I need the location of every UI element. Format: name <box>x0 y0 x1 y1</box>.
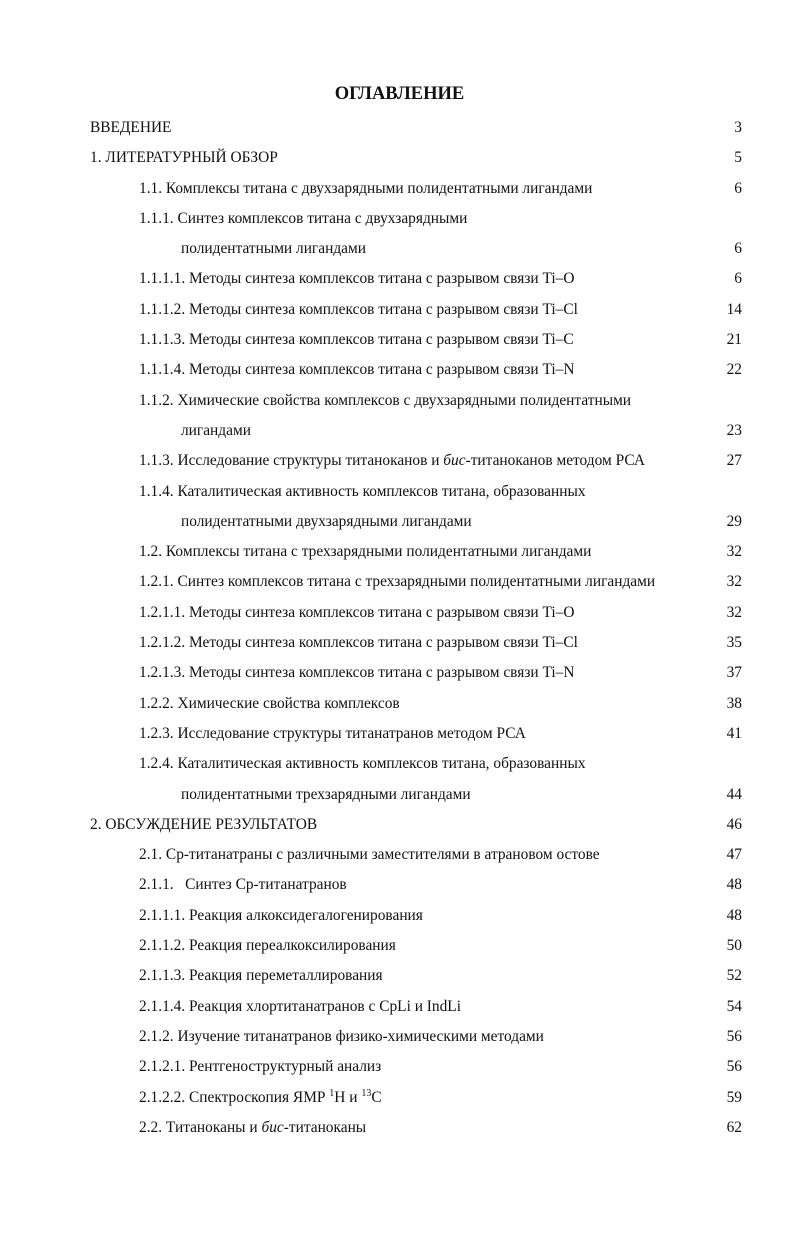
toc-entry <box>0 389 799 450</box>
toc-entry-text: 1.1.1.3. Методы синтеза комплексов титана с разрывом связи Ti–C <box>139 331 574 349</box>
toc-entry-page: 56 <box>726 1027 742 1045</box>
toc-entry-page: 29 <box>726 512 742 530</box>
toc-entry-line1: 1.1.4. Каталитическая активность комплексов титана, образованных <box>139 482 586 500</box>
toc-entry <box>0 267 799 297</box>
toc-entry <box>0 358 799 388</box>
toc-entry-text <box>139 207 467 261</box>
toc-entry-italic: бис <box>261 1118 284 1136</box>
toc-entry <box>0 752 799 813</box>
toc-entry-line2: полидентатными лигандами <box>181 240 366 258</box>
toc-entry <box>0 904 799 934</box>
toc-entry-text: 1.2.1.1. Методы синтеза комплексов титана с разрывом связи Ti–O <box>139 603 575 621</box>
toc-entry-text: 1.2.1.2. Методы синтеза комплексов титана с разрывом связи Ti–Cl <box>139 634 578 652</box>
toc-entry <box>0 298 799 328</box>
toc-entry-text: 2.1.1.4. Реакция хлортитанатранов с CpLi и IndLi <box>139 997 461 1015</box>
toc-entry-page: 6 <box>734 179 742 197</box>
toc-entry-text: 1.1. Комплексы титана с двухзарядными полидентатными лигандами <box>139 179 593 197</box>
toc-entry-line1: 1.1.1. Синтез комплексов титана с двухзарядными <box>139 209 468 227</box>
toc-entry-page: 56 <box>726 1058 742 1076</box>
toc-entry-page: 3 <box>734 119 742 136</box>
toc-entry-text: 1. ЛИТЕРАТУРНЫЙ ОБЗОР <box>90 149 278 167</box>
toc-entry-text: 2.1. Cp-титанатраны с различными заместителями в атрановом остове <box>139 846 600 864</box>
toc-entry-text-part: H и <box>334 1088 362 1106</box>
toc-entry-line1: 1.2.4. Каталитическая активность комплексов титана, образованных <box>139 755 586 773</box>
toc-entry-line2: лигандами <box>181 421 251 439</box>
toc-entry-page: 6 <box>734 240 742 258</box>
toc-entry <box>0 1116 799 1146</box>
toc-entry-text-part: C <box>371 1088 382 1106</box>
toc-entry-text: 1.1.1.4. Методы синтеза комплексов титана с разрывом связи Ti–N <box>139 361 575 379</box>
toc-entry-text-part: 1.1.3. Исследование структуры титаноканов и <box>139 452 444 470</box>
toc-entry-italic: бис <box>443 452 466 470</box>
toc-entry-page: 21 <box>726 331 742 349</box>
toc-entry-text: 2. ОБСУЖДЕНИЕ РЕЗУЛЬТАТОВ <box>90 815 318 833</box>
toc-entry-text-part: 2.2. Титаноканы и <box>139 1118 262 1136</box>
toc-entry-text: 2.1.1. Синтез Cp-титанатранов <box>139 876 347 894</box>
toc-entry-page: 52 <box>726 967 742 985</box>
toc-entry-text: 1.2.3. Исследование структуры титанатранов методом РСА <box>139 724 526 742</box>
toc-entry-page: 32 <box>726 603 742 621</box>
toc-entry-text: 1.1.1.1. Методы синтеза комплексов титана с разрывом связи Ti–O <box>139 270 575 288</box>
superscript: 1 <box>329 1087 335 1099</box>
toc-entry <box>0 207 799 268</box>
toc-entry <box>0 813 799 843</box>
toc-entry-text: 2.1.2.1. Рентгеноструктурный анализ <box>139 1058 382 1076</box>
toc-entry-text: 1.2.1.3. Методы синтеза комплексов титана с разрывом связи Ti–N <box>139 664 575 682</box>
toc-entry-text: 2.1.1.2. Реакция переалкоксилирования <box>139 937 396 955</box>
superscript: 13 <box>361 1087 372 1099</box>
toc-entry-page: 5 <box>734 149 742 167</box>
toc-entry-text-part: 2.1.2.2. Спектроскопия ЯМР <box>139 1088 330 1106</box>
toc-entry <box>0 328 799 358</box>
toc-entry-page: 37 <box>726 664 742 682</box>
toc-entry <box>0 692 799 722</box>
toc-entry-text <box>139 1116 366 1140</box>
toc-entry <box>0 873 799 903</box>
toc-entry-page: 41 <box>726 724 742 742</box>
toc-entry-text: 1.2. Комплексы титана с трехзарядными полидентатными лигандами <box>139 543 592 561</box>
toc-entry-page: 59 <box>726 1088 742 1106</box>
toc-entry-page: 44 <box>726 785 742 803</box>
toc-entry-page: 54 <box>726 997 742 1015</box>
toc-entry-page: 35 <box>726 634 742 652</box>
toc-entry-page: 27 <box>726 452 742 470</box>
toc-entry-page: 22 <box>726 361 742 379</box>
toc-entry <box>0 934 799 964</box>
toc-list <box>0 116 799 1146</box>
toc-entry-page: 47 <box>726 846 742 864</box>
toc-entry <box>0 116 799 146</box>
toc-entry-page: 14 <box>726 300 742 318</box>
toc-entry-text: 2.1.1.1. Реакция алкоксидегалогенирования <box>139 906 423 924</box>
toc-entry <box>0 843 799 873</box>
toc-entry-page: 32 <box>726 543 742 561</box>
toc-entry-text: 1.1.1.2. Методы синтеза комплексов титана с разрывом связи Ti–Cl <box>139 300 578 318</box>
toc-entry <box>0 1086 799 1116</box>
toc-entry-line2: полидентатными трехзарядными лигандами <box>181 785 471 803</box>
toc-entry <box>0 570 799 600</box>
toc-entry <box>0 631 799 661</box>
toc-entry-page: 46 <box>726 815 742 833</box>
toc-entry-page: 48 <box>726 876 742 894</box>
toc-entry <box>0 601 799 631</box>
toc-entry <box>0 1025 799 1055</box>
toc-entry <box>0 661 799 691</box>
toc-entry-line2: полидентатными двухзарядными лигандами <box>181 512 472 530</box>
toc-entry-page: 38 <box>726 694 742 712</box>
toc-entry-page: 62 <box>726 1118 742 1136</box>
toc-entry-text: 1.2.2. Химические свойства комплексов <box>139 694 400 712</box>
toc-entry <box>0 995 799 1025</box>
toc-entry-text <box>139 1086 382 1110</box>
toc-entry-text <box>139 449 645 473</box>
toc-entry-page: 50 <box>726 937 742 955</box>
toc-entry-text <box>139 480 586 534</box>
toc-entry <box>0 1055 799 1085</box>
toc-entry-text: 2.1.2. Изучение титанатранов физико-химическими методами <box>139 1027 544 1045</box>
toc-entry <box>0 964 799 994</box>
toc-entry-page: 48 <box>726 906 742 924</box>
toc-entry-text <box>139 752 586 806</box>
toc-entry-text <box>139 389 631 443</box>
toc-entry <box>0 480 799 541</box>
toc-entry <box>0 722 799 752</box>
toc-entry-page: 32 <box>726 573 742 591</box>
toc-entry-text-part: -титаноканов методом РСА <box>465 452 645 470</box>
toc-entry-page: 23 <box>726 421 742 439</box>
toc-entry <box>0 177 799 207</box>
toc-entry-page: 6 <box>734 270 742 288</box>
toc-entry-text: 2.1.1.3. Реакция переметаллирования <box>139 967 383 985</box>
toc-entry-text: ВВЕДЕНИЕ <box>90 119 172 136</box>
toc-entry <box>0 146 799 176</box>
page-title: ОГЛАВЛЕНИЕ <box>334 84 465 104</box>
toc-entry-text: 1.2.1. Синтез комплексов титана с трехзарядными полидентатными лигандами <box>139 573 656 591</box>
toc-entry <box>0 540 799 570</box>
toc-entry <box>0 449 799 479</box>
toc-entry-text-part: -титаноканы <box>283 1118 367 1136</box>
toc-entry-line1: 1.1.2. Химические свойства комплексов с двухзарядными полидентатными <box>139 391 632 409</box>
